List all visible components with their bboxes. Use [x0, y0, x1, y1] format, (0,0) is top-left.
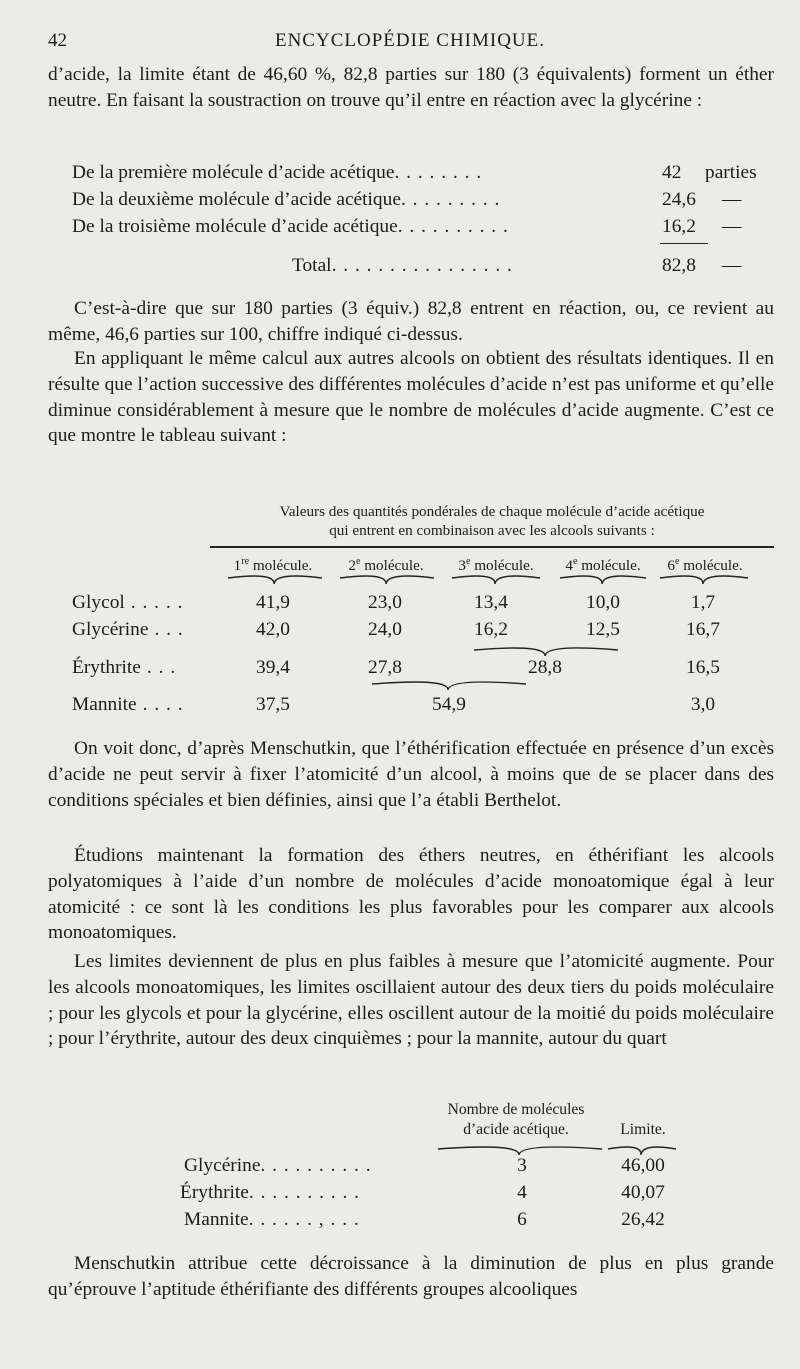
total-value: 82,8: [662, 255, 696, 276]
table2-header-limit: Limite.: [620, 1121, 666, 1138]
table2-header-count-line2: d’acide acétique.: [463, 1121, 569, 1138]
table-cell-merged: 54,9: [432, 694, 466, 715]
row-name: Érythrite: [180, 1182, 249, 1203]
paragraph-7: Menschutkin attribue cette décroissance à la diminution de plus en plus grande qu’éprouve l’aptitude éthérifiante des différents groupes alcooliques: [48, 1253, 774, 1300]
list-item-unit: parties: [705, 162, 757, 183]
table-cell: 13,4: [474, 592, 508, 613]
column-header: 4e molécule.: [565, 556, 641, 574]
table2-limit: 40,07: [621, 1182, 665, 1203]
list-item-label: De la deuxième molécule d’acide acétique: [72, 189, 401, 210]
column-header: 2e molécule.: [348, 556, 424, 574]
leader-dots: . . . . . . . . . .: [260, 1155, 372, 1176]
leader-dots: . . . . . . , . . .: [248, 1209, 360, 1230]
paragraph-2: C’est-à-dire que sur 180 parties (3 équiv.) 82,8 entrent en réaction, ou, ce revient au même, 46,6 parties sur 100, chiffre indiqué ci-dessus.: [48, 298, 774, 345]
row-name: Glycérine: [184, 1155, 261, 1176]
table-cell: 24,0: [368, 619, 402, 640]
running-title: ENCYCLOPÉDIE CHIMIQUE.: [274, 30, 546, 51]
table-cell: 39,4: [256, 657, 290, 678]
row-name: Érythrite: [72, 657, 141, 678]
page-number: 42: [48, 30, 67, 51]
table-caption-line-1: Valeurs des quantités pondérales de chaque molécule d’acide acétique: [279, 503, 705, 520]
table2-row: [184, 1153, 372, 1179]
list-item-unit: —: [722, 216, 742, 237]
leader-dots: . . . . . . . . . .: [397, 216, 509, 237]
leader-dots: . . . . . . . . .: [400, 189, 501, 210]
leader-dots: . . .: [154, 619, 184, 640]
table2-limit: 46,00: [621, 1155, 665, 1176]
paragraph-1: d’acide, la limite étant de 46,60 %, 82,8 parties sur 180 (3 équivalents) forment un éther neutre. En faisant la soustraction on trouve qu’il entre en réaction avec la glycérine :: [48, 64, 774, 111]
paragraph-4: On voit donc, d’après Menschutkin, que l’éthérification effectuée en présence d’un excès d’acide ne peut servir à fixer l’atomicité d’un alcool, à moins que de se placer dans des conditions spéciales et bien définies, ainsi que l’a établi Berthelot.: [48, 738, 774, 811]
list-item-value: 24,6: [662, 189, 696, 210]
row-name: Mannite: [184, 1209, 249, 1230]
table2-row: [180, 1180, 360, 1206]
list-item-unit: —: [722, 189, 742, 210]
table2-limit: 26,42: [621, 1209, 665, 1230]
list-item-value: 16,2: [662, 216, 696, 237]
table-cell: 42,0: [256, 619, 290, 640]
total-label: Total: [292, 255, 332, 276]
table-cell: 23,0: [368, 592, 402, 613]
table-cell: 41,9: [256, 592, 290, 613]
table-cell: 37,5: [256, 694, 290, 715]
leader-dots: . . .: [146, 657, 177, 678]
row-name: Glycérine: [72, 619, 149, 640]
table-cell: 12,5: [586, 619, 620, 640]
table-cell: 16,7: [686, 619, 720, 640]
table-cell: 3,0: [690, 694, 716, 715]
leader-dots: . . . . . . . . . . . . . . . .: [331, 255, 513, 276]
table-caption-line-2: qui entrent en combinaison avec les alcools suivants :: [329, 522, 655, 539]
table-cell: 10,0: [586, 592, 620, 613]
table-cell: 27,8: [368, 657, 402, 678]
table-cell: 16,5: [686, 657, 720, 678]
table-cell-merged: 28,8: [528, 657, 562, 678]
row-name: Glycol: [72, 592, 125, 613]
table2-count: 4: [517, 1182, 527, 1203]
list-item-label: De la première molécule d’acide acétique: [72, 162, 395, 183]
column-header: 6e molécule.: [667, 556, 743, 574]
column-header: 1re molécule.: [233, 556, 313, 574]
leader-dots: . . . . . . . .: [394, 162, 483, 183]
leader-dots: . . . . . . . . . .: [248, 1182, 361, 1203]
table2-row: [184, 1207, 360, 1233]
table2-count: 6: [517, 1209, 527, 1230]
table-cell: 16,2: [474, 619, 508, 640]
paragraph-6: Les limites deviennent de plus en plus faibles à mesure que l’atomicité augmente. Pour les alcools monoatomiques, les limites oscillaient autour des deux tiers du poids moléculaire ; pour les glycols et pour la glycérine, elles oscillent autour de la moitié du poids moléculaire ; pour l’érythrite, autour des deux cinquièmes ; pour la mannite, autour du quart: [48, 951, 774, 1050]
leader-dots: . . . .: [142, 694, 184, 715]
table2-count: 3: [517, 1155, 527, 1176]
total-unit: —: [722, 255, 742, 276]
column-header: 3e molécule.: [458, 556, 534, 574]
table2-header-count-line1: Nombre de molécules: [447, 1101, 585, 1118]
list-item-label: De la troisième molécule d’acide acétique: [72, 216, 398, 237]
list-item-value: 42: [662, 162, 682, 183]
paragraph-3: En appliquant le même calcul aux autres alcools on obtient des résultats identiques. Il en résulte que l’action successive des différentes molécules d’acide n’est pas uniforme et qu’elle diminue considérablement à mesure que le nombre de molécules d’acide augmente. C’est ce que montre le tableau suivant :: [48, 348, 774, 447]
paragraph-5: Étudions maintenant la formation des éthers neutres, en éthérifiant les alcools polyatomiques à l’aide d’un nombre de molécules d’acide monoatomique égal à leur atomicité : ce sont là les conditions les plus favorables pour les comparer aux alcools monoatomiques.: [48, 845, 774, 944]
leader-dots: . . . . .: [130, 592, 184, 613]
row-name: Mannite: [72, 694, 137, 715]
table-cell: 1,7: [690, 592, 716, 613]
